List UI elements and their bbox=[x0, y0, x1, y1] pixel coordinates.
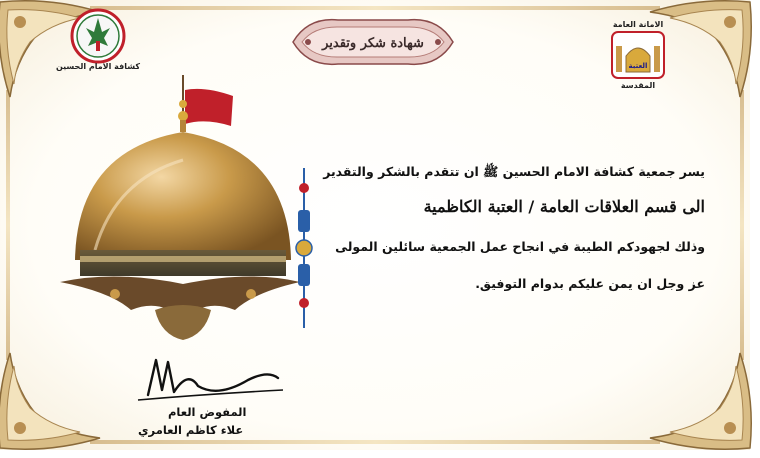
shrine-secretariat-logo bbox=[602, 18, 674, 94]
frame-edge-top bbox=[90, 6, 660, 10]
frame-corner-ornament-icon bbox=[0, 348, 110, 458]
shrine-logo-center-label: العتبة bbox=[628, 62, 648, 70]
scout-logo-label: كشافة الامام الحسين bbox=[55, 62, 141, 71]
shrine-logo-bottom-label: المقدسة bbox=[620, 81, 656, 90]
body-line-1: يسر جمعية كشافة الامام الحسين ﷺ ان تتقدم بالشكر والتقدير bbox=[323, 164, 705, 179]
body-line-3: وذلك لجهودكم الطيبة في انجاح عمل الجمعية سائلين المولى bbox=[335, 239, 705, 254]
certificate-title: شهادة شكر وتقدير bbox=[322, 36, 424, 51]
scout-association-logo bbox=[55, 8, 141, 72]
title-banner bbox=[288, 12, 458, 72]
shrine-logo-top-label: الامانة العامة bbox=[612, 20, 664, 29]
body-line-4: عز وجل ان يمن عليكم بدوام التوفيق. bbox=[475, 276, 705, 291]
recipient-line: الى قسم العلاقات العامة / العتبة الكاظمية bbox=[423, 197, 705, 216]
frame-edge-left bbox=[6, 90, 10, 360]
frame-edge-right bbox=[740, 90, 744, 360]
handwritten-signature bbox=[128, 350, 288, 405]
signature-block bbox=[128, 350, 288, 445]
frame-corner-ornament-icon bbox=[640, 348, 760, 458]
signatory-name: علاء كاظم العامري bbox=[138, 423, 244, 437]
golden-dome-illustration bbox=[55, 70, 305, 345]
signatory-title: المفوض العام bbox=[168, 405, 247, 419]
